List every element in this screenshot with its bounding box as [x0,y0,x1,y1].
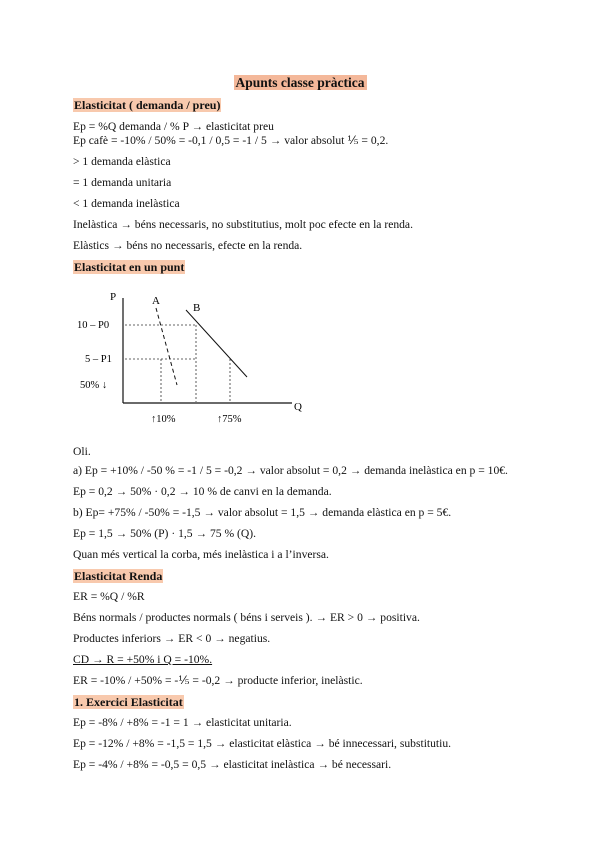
heading-exercici-elasticitat: 1. Exercici Elasticitat [74,695,183,709]
heading-elasticitat-renda: Elasticitat Renda [74,569,163,583]
text-line: > 1 demanda elàstica [73,155,171,168]
text-line: Ep cafè = -10% / 50% = -0,1 / 0,5 = -1 / 5 → valor absolut ⅕ = 0,2. [73,134,389,147]
axis-x-label: Q [294,401,302,413]
curve-a-label: A [152,295,160,307]
text-line: Béns normals / productes normals ( béns i serveis ). → ER > 0 → positiva. [73,611,420,624]
page-title [0,74,600,92]
axis-y-label: P [110,291,117,303]
heading-elasticitat-demanda: Elasticitat ( demanda / preu) [74,98,221,112]
elasticity-diagram [70,280,320,430]
curve-b-label: B [193,302,201,314]
tick-p0: 10 – P0 [77,320,110,331]
curve-b [186,310,247,377]
label-10: ↑10% [151,414,176,425]
text-line: Quan més vertical la corba, més inelàstica i a l’inversa. [73,548,329,561]
text-line: a) Ep = +10% / -50 % = -1 / 5 = -0,2 → valor absolut = 0,2 → demanda inelàstica en p = 10€. [73,464,508,477]
text-line: Ep = 1,5 → 50% (P) · 1,5 → 75 % (Q). [73,527,256,540]
text-line: b) Ep= +75% / -50% = -1,5 → valor absolut = 1,5 → demanda elàstica en p = 5€. [73,506,452,519]
text-line: Productes inferiors → ER < 0 → negatius. [73,632,271,645]
text-line: = 1 demanda unitaria [73,176,172,189]
text-line: ER = %Q / %R [73,590,145,603]
text-line-underlined: CD → R = +50% i Q = -10%. [73,653,213,666]
text-line: Ep = -4% / +8% = -0,5 = 0,5 → elasticitat inelàstica → bé necessari. [73,758,392,771]
tick-50: 50% ↓ [80,380,108,391]
text-line: ER = -10% / +50% = -⅕ = -0,2 → producte inferior, inelàstic. [73,674,363,687]
heading-elasticitat-punt: Elasticitat en un punt [74,260,185,274]
text-line: Oli. [73,445,91,458]
label-75: ↑75% [217,414,242,425]
page-title-text: Apunts classe pràctica [235,75,365,90]
tick-p1: 5 – P1 [85,354,112,365]
text-line: Inelàstica → béns necessaris, no substitutius, molt poc efecte en la renda. [73,218,413,231]
text-line: Ep = -8% / +8% = -1 = 1 → elasticitat unitaria. [73,716,292,729]
text-line: Ep = 0,2 → 50% · 0,2 → 10 % de canvi en la demanda. [73,485,332,498]
text-line: Elàstics → béns no necessaris, efecte en la renda. [73,239,303,252]
curve-a [156,308,177,385]
text-line: < 1 demanda inelàstica [73,197,180,210]
text-line: Ep = -12% / +8% = -1,5 = 1,5 → elasticitat elàstica → bé innecessari, substitutiu. [73,737,452,750]
text-line: Ep = %Q demanda / % P → elasticitat preu [73,120,274,133]
